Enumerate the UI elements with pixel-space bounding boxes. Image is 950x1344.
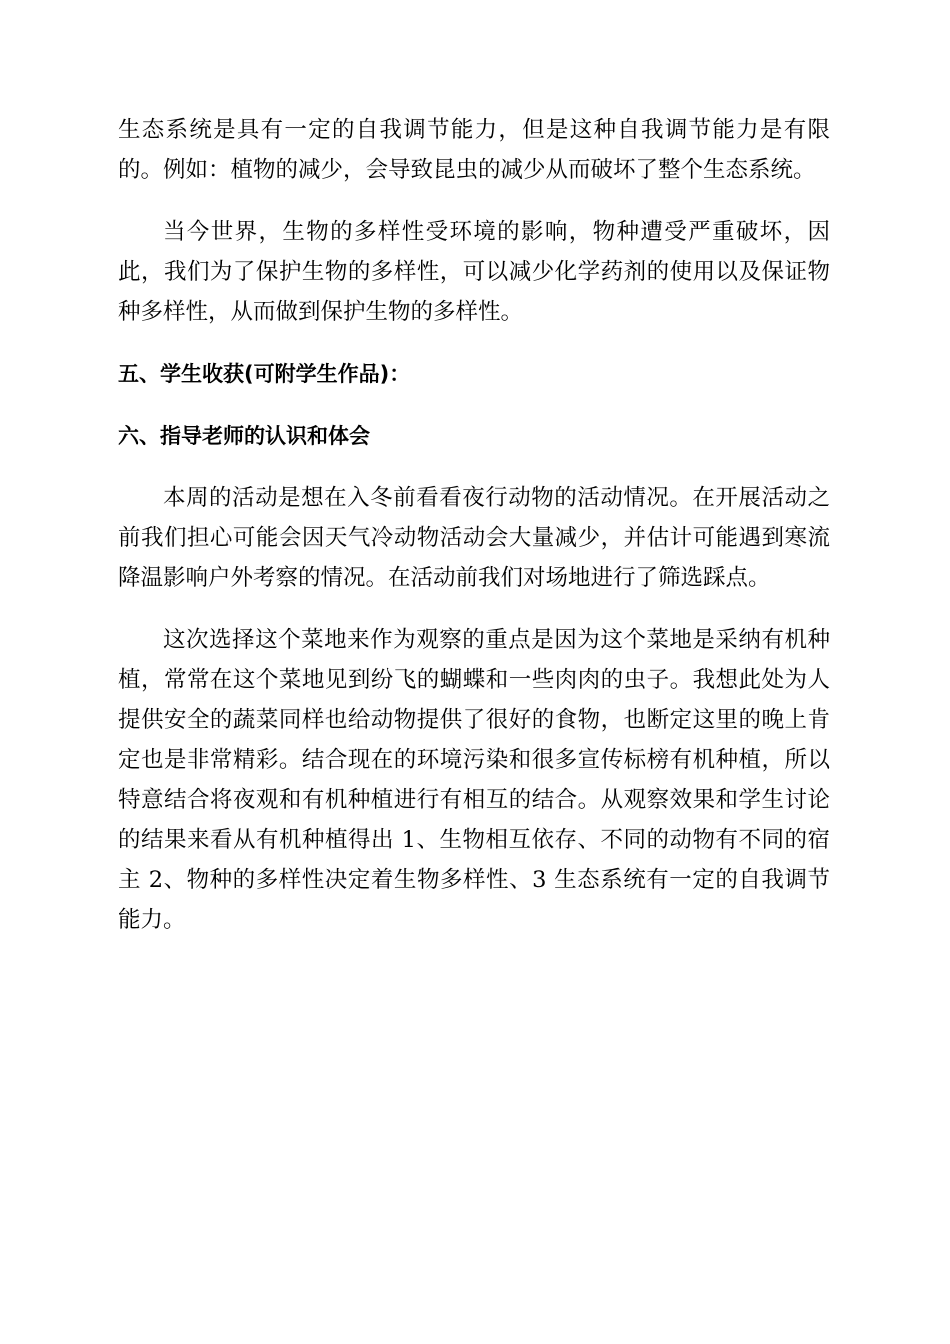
heading-student-gains: 五、学生收获(可附学生作品)： <box>118 362 411 386</box>
paragraph-site-selection: 这次选择这个菜地来作为观察的重点是因为这个菜地是采纳有机种植，常常在这个菜地见到纷飞的蝴蝶和一些肉肉的虫子。我想此处为人提供安全的蔬菜同样也给动物提供了很好的食物，也断定这里的晚上肯定也是非常精彩。结合现在的环境污染和很多宣传标榜有机种植，所以特意结合将夜观和有机种植进行有相互的结合。从观察效果和学生讨论的结果来看从有机种植得出 1、生物相互依存、不同的动物有不同的宿主 2、物种的多样性决定着生物多样性、3 生态系统有一定的自我调节能力。 <box>118 627 830 933</box>
heading-teacher-reflection: 六、指导老师的认识和体会 <box>118 424 370 448</box>
paragraph-activity-purpose: 本周的活动是想在入冬前看看夜行动物的活动情况。在开展活动之前我们担心可能会因天气冷动物活动会大量减少，并估计可能遇到寒流降温影响户外考察的情况。在活动前我们对场地进行了筛选踩点。 <box>118 485 830 591</box>
document-body <box>118 110 830 940</box>
paragraph-biodiversity-protection: 当今世界，生物的多样性受环境的影响，物种遭受严重破坏，因此，我们为了保护生物的多样性，可以减少化学药剂的使用以及保证物种多样性，从而做到保护生物的多样性。 <box>118 219 830 325</box>
paragraph-ecosystem-regulation: 生态系统是具有一定的自我调节能力，但是这种自我调节能力是有限的。例如：植物的减少，会导致昆虫的减少从而破坏了整个生态系统。 <box>118 117 830 183</box>
